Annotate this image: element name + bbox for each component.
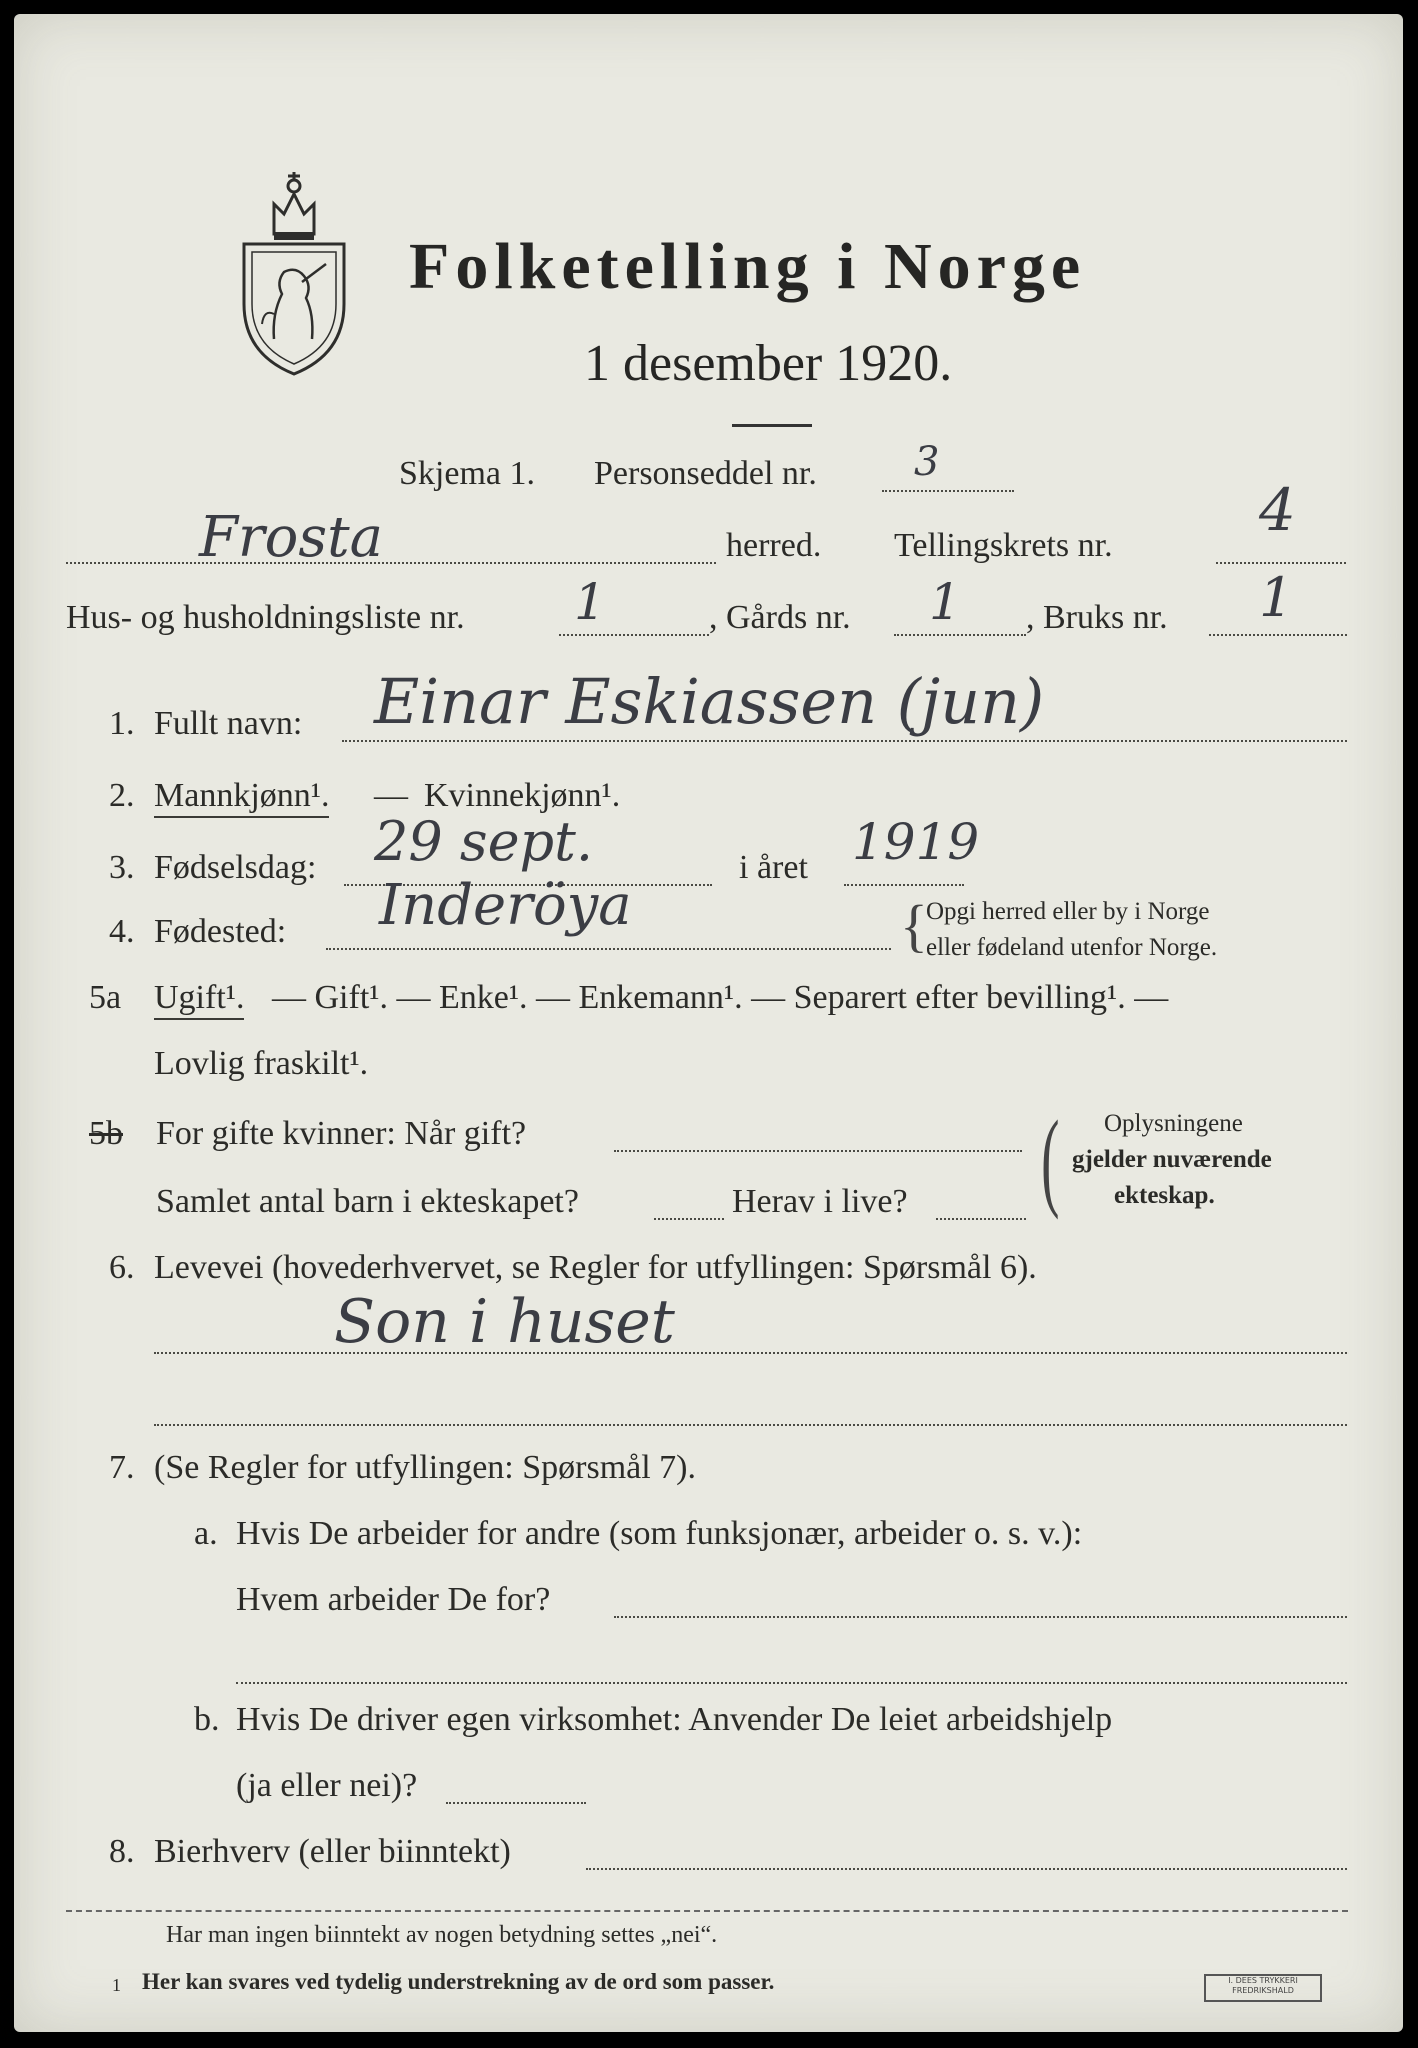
footnote-number: 1: [112, 1975, 121, 1995]
q6-number: 6.: [109, 1249, 135, 1286]
q5b-note2: gjelder nuværende: [1072, 1146, 1272, 1173]
q5a-ugift-option[interactable]: Ugift¹.: [154, 978, 244, 1020]
q3-year-line: [844, 884, 964, 886]
footer-divider: [66, 1910, 1348, 1912]
tellingskrets-value[interactable]: 4: [1259, 476, 1296, 544]
q1-line: [342, 740, 1347, 742]
q5b-label3: Herav i live?: [732, 1183, 908, 1220]
q2-female-option[interactable]: Kvinnekjønn¹.: [424, 777, 621, 814]
herred-label: herred.: [726, 527, 822, 564]
q6-value[interactable]: Son i huset: [334, 1287, 675, 1357]
herred-line: [66, 562, 716, 564]
q8-number: 8.: [109, 1833, 135, 1870]
q7-number: 7.: [109, 1449, 135, 1486]
footer-note: Har man ingen biinntekt av nogen betydning settes „nei“.: [166, 1922, 718, 1948]
tellingskrets-label: Tellingskrets nr.: [894, 527, 1113, 564]
q5a-number: 5a: [89, 979, 122, 1016]
q1-value[interactable]: Einar Eskiassen (jun): [374, 665, 1045, 738]
q6-line1: [154, 1352, 1347, 1354]
q5b-note3: ekteskap.: [1114, 1182, 1215, 1209]
hus-label: Hus- og husholdningsliste nr.: [66, 599, 465, 636]
q7b-letter: b.: [194, 1701, 220, 1738]
bruks-value[interactable]: 1: [1259, 566, 1294, 629]
q3-label: Fødselsdag:: [154, 849, 317, 886]
stamp-line1: I. DEES TRYKKERI: [1228, 1976, 1298, 1985]
q8-line: [586, 1868, 1347, 1870]
q5b-line2: [654, 1218, 724, 1220]
q1-label: Fullt navn:: [154, 705, 303, 742]
q3-value[interactable]: 29 sept.: [374, 810, 593, 873]
personseddel-label: Personseddel nr.: [594, 455, 817, 492]
q3-year-value[interactable]: 1919: [852, 813, 980, 871]
q5b-line: [614, 1150, 1022, 1152]
q2-male-option[interactable]: Mannkjønn¹.: [154, 776, 329, 818]
q4-number: 4.: [109, 913, 135, 950]
q4-label: Fødested:: [154, 913, 287, 950]
q4-note-line1: Opgi herred eller by i Norge: [926, 898, 1210, 925]
q7a-label: Hvis De arbeider for andre (som funksjonær, arbeider o. s. v.):: [236, 1515, 1083, 1552]
q8-label: Bierhverv (eller biinntekt): [154, 1833, 511, 1870]
title-divider: [732, 424, 812, 427]
q7b-line: [446, 1802, 586, 1804]
q2-separator: —: [374, 777, 408, 814]
q4-brace: {: [900, 893, 928, 958]
personseddel-value[interactable]: 3: [914, 439, 940, 485]
q7a-label2: Hvem arbeider De for?: [236, 1581, 551, 1618]
q7b-label: Hvis De driver egen virksomhet: Anvender De leiet arbeidshjelp: [236, 1701, 1113, 1738]
q4-line: [326, 948, 891, 950]
q7a-line2: [236, 1682, 1347, 1684]
q6-line2: [154, 1424, 1347, 1426]
personseddel-line: [882, 490, 1014, 492]
norway-coat-of-arms-icon: [234, 164, 354, 379]
footnote-text: Her kan svares ved tydelig understrekning av de ord som passer.: [142, 1969, 775, 1994]
bruks-line: [1209, 634, 1347, 636]
q5b-label2: Samlet antal barn i ekteskapet?: [156, 1183, 579, 1220]
q7b-label2: (ja eller nei)?: [236, 1767, 418, 1804]
form-subtitle: 1 desember 1920.: [584, 335, 953, 392]
q5b-note1: Oplysningene: [1104, 1110, 1243, 1137]
census-form-page: [14, 14, 1403, 2032]
hus-line: [559, 634, 709, 636]
q7-label: (Se Regler for utfyllingen: Spørsmål 7).: [154, 1449, 697, 1486]
q3-year-label: i året: [739, 849, 808, 886]
q5b-line3: [936, 1218, 1026, 1220]
bruks-label: , Bruks nr.: [1026, 599, 1168, 636]
stamp-line2: FREDRIKSHALD: [1232, 1986, 1294, 1995]
gards-label: , Gårds nr.: [709, 599, 851, 636]
hus-value[interactable]: 1: [574, 573, 606, 631]
q7a-line1: [614, 1616, 1347, 1618]
q5a-other-options[interactable]: — Gift¹. — Enke¹. — Enkemann¹. — Separert efter bevilling¹. —: [272, 979, 1169, 1016]
herred-value[interactable]: Frosta: [199, 505, 383, 570]
form-title: Folketelling i Norge: [409, 230, 1087, 303]
q5a-line2[interactable]: Lovlig fraskilt¹.: [154, 1045, 369, 1082]
tellingskrets-line: [1216, 562, 1346, 564]
q5b-label: For gifte kvinner: Når gift?: [156, 1115, 527, 1152]
gards-line: [894, 634, 1026, 636]
q2-number: 2.: [109, 777, 135, 814]
q4-note-line2: eller fødeland utenfor Norge.: [926, 934, 1218, 961]
q3-number: 3.: [109, 849, 135, 886]
skjema-label: Skjema 1.: [399, 455, 535, 492]
q5b-number: 5b: [89, 1115, 123, 1152]
q4-value[interactable]: Inderöya: [379, 873, 632, 938]
q5b-brace: (: [1041, 1098, 1060, 1220]
q1-number: 1.: [109, 705, 135, 742]
q7a-letter: a.: [194, 1515, 218, 1552]
printer-stamp: [1204, 1974, 1322, 2002]
gards-value[interactable]: 1: [929, 573, 961, 631]
q6-label: Levevei (hovederhvervet, se Regler for utfyllingen: Spørsmål 6).: [154, 1249, 1037, 1286]
